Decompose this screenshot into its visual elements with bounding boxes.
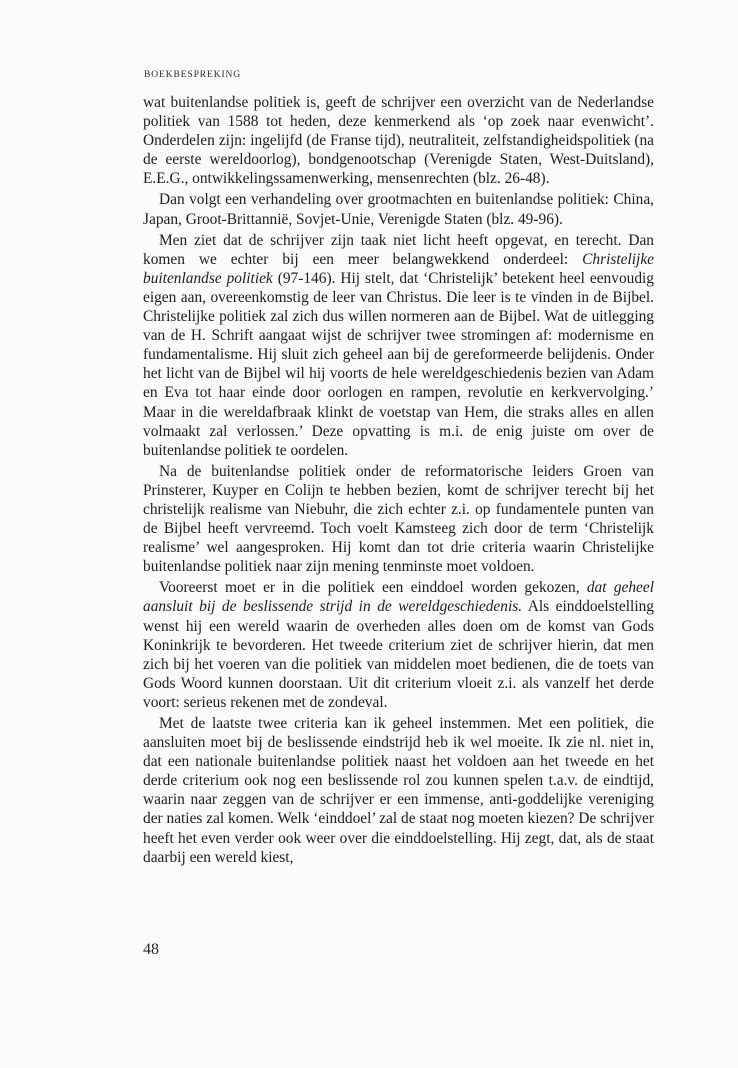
paragraph-5 <box>143 578 654 712</box>
paragraph-3 <box>143 231 654 460</box>
paragraph-text: Men ziet dat de schrijver zijn taak niet licht heeft opgevat, en terecht. Dan komen we echter bij een meer belangwekkend onderdeel: <box>143 231 654 268</box>
italic-title: Christelijke buitenlandse politiek <box>143 250 654 287</box>
page-number: 48 <box>143 941 159 958</box>
paragraph-text: Vooreerst moet er in die politiek een einddoel worden gekozen, <box>159 579 587 597</box>
paragraph-4 <box>143 462 654 577</box>
paragraph-text: Na de buitenlandse politiek onder de reformatorische leiders Groen van Prinsterer, Kuyper en Colijn te hebben bezien, komt de schrijver terecht bij het christelijk realisme van Niebuhr, die zich echter z.i. op fundamentele punten van de Bijbel heeft vervreemd. Toch voelt Kamsteeg zich door de term ‘Christelijk realisme’ wel aangesproken. Hij komt dan tot drie criteria waarin Christelijke buitenlandse politiek naar zijn mening tenminste moet voldoen. <box>143 462 654 576</box>
paragraph-2 <box>143 190 654 228</box>
paragraph-1 <box>143 93 654 188</box>
paragraph-text: (97-146). Hij stelt, dat ‘Christelijk’ betekent heel eenvoudig eigen aan, overeenkomstig de leer van Christus. Die leer is te vinden in de Bijbel. Christelijke politiek zal zich dus willen normeren aan de Bijbel. Wat de uitlegging van de H. Schrift aangaat wijst de schrijver twee stromingen af: modernisme en fundamentalisme. Hij sluit zich geheel aan bij de gereformeerde belijdenis. Onder het licht van de Bijbel wil hij voorts de hele wereldgeschiedenis bezien van Adam en Eva tot haar einde door oorlogen en rampen, revolutie en kerkvervolging.’ Maar in die wereldafbraak klinkt de voetstap van Hem, die straks alles en allen volmaakt zal verlossen.’ Deze opvatting is m.i. de enig juiste om over de buitenlandse politiek te oordelen. <box>143 269 654 459</box>
running-header: BOEKBESPREKING <box>144 70 242 80</box>
review-body-text <box>143 93 654 867</box>
paragraph-text: Dan volgt een verhandeling over grootmachten en buitenlandse politiek: China, Japan, Groot-Brittannië, Sovjet-Unie, Verenigde Staten (blz. 49-96). <box>143 191 654 228</box>
paragraph-text: Als einddoelstelling wenst hij een wereld waarin de overheden alles doen om de komst van Gods Koninkrijk te bevorderen. Het tweede criterium ziet de schrijver hierin, dat men zich bij het voeren van die politiek van middelen moet bedienen, die de toets van Gods Woord kunnen doorstaan. Uit dit criterium vloeit z.i. als vanzelf het derde voort: serieus rekenen met de zondeval. <box>143 598 654 711</box>
italic-phrase: dat geheel aansluit bij de beslissende strijd in de wereldgeschiedenis. <box>143 579 654 616</box>
paragraph-text: wat buitenlandse politiek is, geeft de schrijver een overzicht van de Nederlandse politiek van 1588 tot heden, deze kenmerkend als ‘op zoek naar evenwicht’. Onderdelen zijn: ingelijfd (de Franse tijd), neutraliteit, zelfstandigheidspolitiek (na de eerste wereldoorlog), bondgenootschap (Verenigde Staten, West-Duitsland), E.E.G., ontwikkelingssamenwerking, mensenrechten (blz. 26-48). <box>143 94 654 188</box>
paragraph-text: Met de laatste twee criteria kan ik geheel instemmen. Met een politiek, die aansluiten moet bij de beslissende eindstrijd heb ik wel moeite. Ik zie nl. niet in, dat een nationale buitenlandse politiek naast het voldoen aan het tweede en het derde criterium ook nog een beslissende rol zou kunnen spelen t.a.v. de eindtijd, waarin naar zeggen van de schrijver er een immense, anti-goddelijke vereniging der naties zal komen. Welk ‘einddoel’ zal de staat nog moeten kiezen? De schrijver heeft het even verder ook weer over die einddoelstelling. Hij zegt, dat, als de staat daarbij een wereld kiest, <box>143 715 655 866</box>
paragraph-6 <box>143 714 654 867</box>
